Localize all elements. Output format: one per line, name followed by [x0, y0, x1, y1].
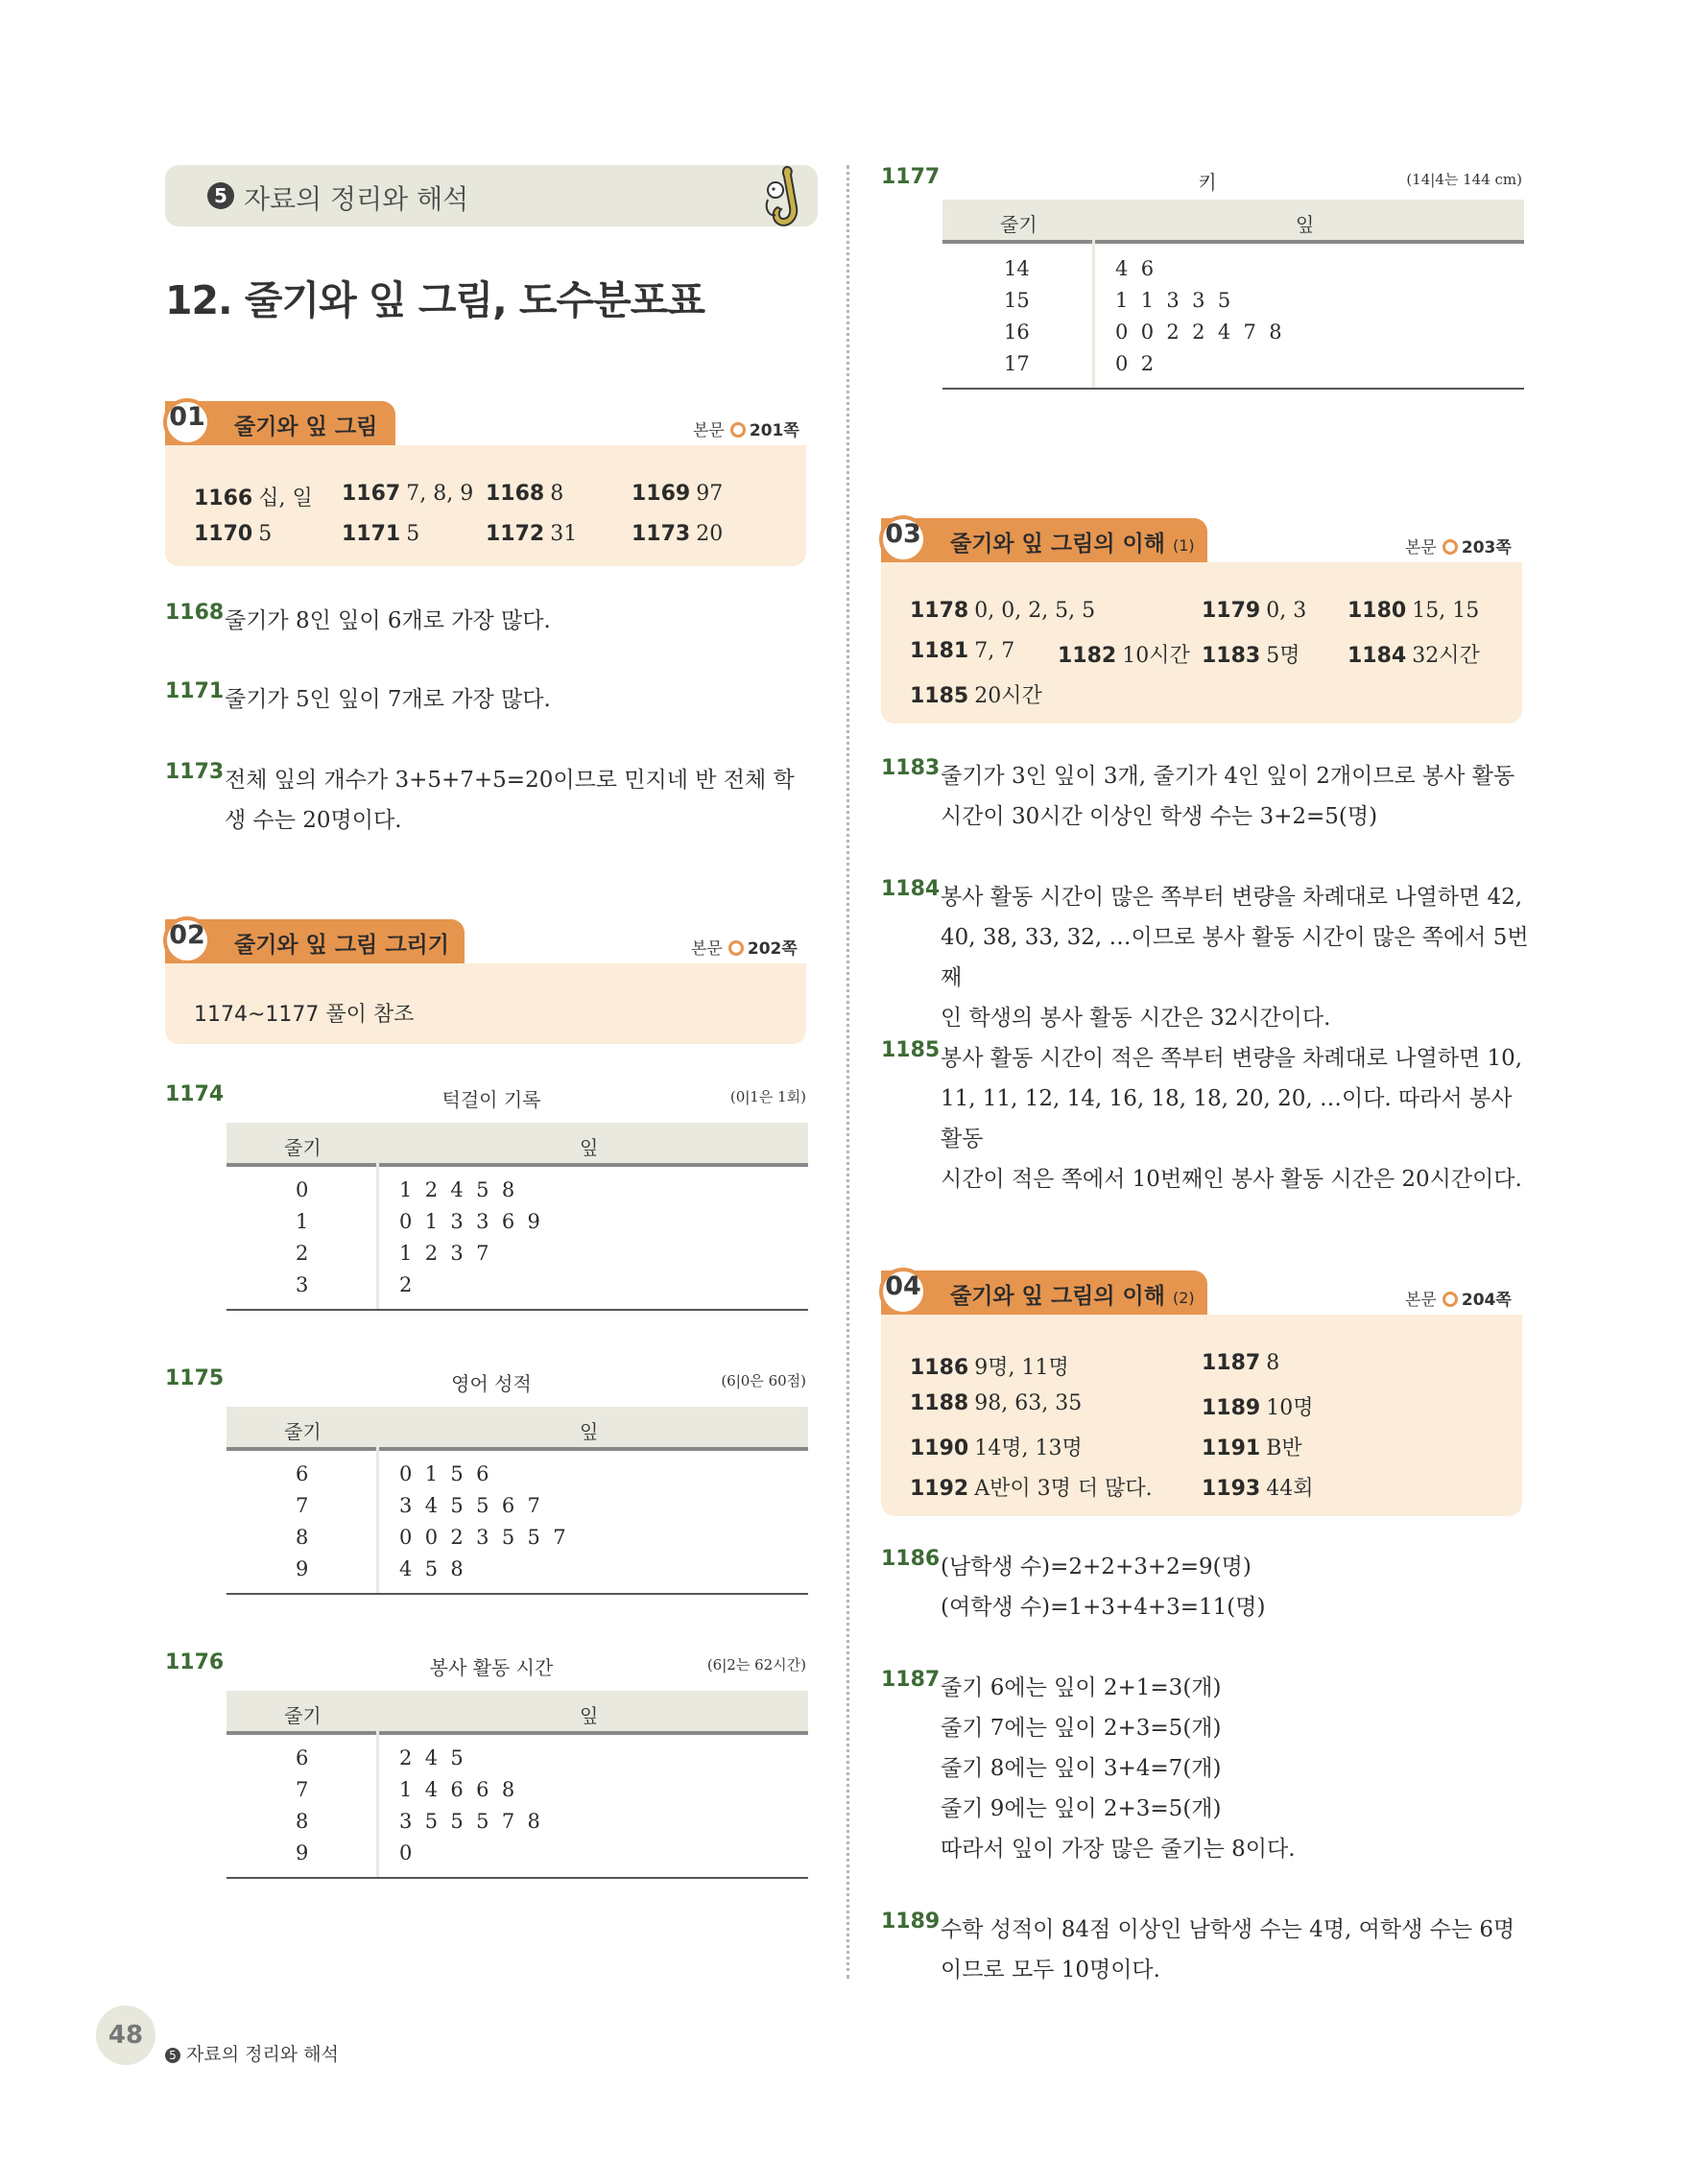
answer-item: 1188 98, 63, 35 [910, 1391, 1083, 1415]
table-key: (14|4는 144 cm) [1406, 171, 1522, 188]
footer-chapter [165, 2040, 339, 2066]
answer-item: 1179 0, 3 [1202, 599, 1307, 623]
section-01-title: 줄기와 잎 그림 [234, 415, 378, 439]
footer-chapter-title: 자료의 정리와 해석 [186, 2044, 339, 2065]
solution-1171: 1171 줄기가 5인 잎이 7개로 가장 많다. [165, 679, 551, 712]
table-header: 줄기 잎 [942, 200, 1524, 244]
table-key: (6|2는 62시간) [706, 1656, 806, 1674]
circle-bullet-icon [730, 422, 746, 438]
answer-item: 1190 14명, 13명 [910, 1436, 1083, 1460]
answer-item: 1180 15, 15 [1347, 599, 1480, 623]
answer-item: 1183 5명 [1202, 644, 1300, 668]
page-number: 48 [96, 2006, 155, 2065]
section-04-tab [881, 1270, 1207, 1315]
answers-02-box [165, 963, 806, 1044]
section-04-page-ref: 본문 204쪽 [1405, 1291, 1512, 1310]
stem-leaf-1175: 1175 영어 성적 (6|0은 60점) 줄기 잎 6 0 1 5 6 7 3 4 5 5 6 7 8 0 0 2 3 5 5 7 9 4 5 8 [165, 1366, 808, 1597]
section-02-tab [165, 919, 465, 963]
solution-1186: 1186 (남학생 수)=2+2+3+2=9(명) (여학생 수)=1+3+4+3=11(명) [881, 1547, 1266, 1620]
page-title: 12. 줄기와 잎 그림, 도수분포표 [165, 277, 704, 323]
circle-bullet-icon [1443, 1292, 1458, 1307]
section-03-number: 03 [879, 515, 927, 563]
answer-item: 1168 8 [486, 482, 564, 506]
answer-item: 1171 5 [342, 522, 420, 546]
table-divider [376, 1407, 379, 1595]
table-divider [376, 1691, 379, 1879]
stem-leaf-1176: 1176 봉사 활동 시간 (6|2는 62시간) 줄기 잎 6 2 4 5 7 1 4 6 6 8 8 3 5 5 5 7 8 9 0 [165, 1650, 808, 1881]
answer-item: 1172 31 [486, 522, 578, 546]
saxophone-mascot-icon [758, 161, 816, 234]
table-header: 줄기 잎 [227, 1691, 808, 1735]
section-01-number: 01 [163, 398, 211, 446]
answer-item: 1187 8 [1202, 1351, 1280, 1375]
circle-bullet-icon [728, 940, 744, 956]
section-01-page-ref [693, 416, 799, 440]
table-key: (6|0은 60점) [721, 1372, 806, 1389]
table-header: 줄기 잎 [227, 1123, 808, 1167]
chapter-banner [165, 165, 818, 226]
answer-item: 1193 44회 [1202, 1477, 1314, 1501]
table-bottom-rule [227, 1309, 808, 1311]
answer-item: 1170 5 [194, 522, 273, 546]
stem-leaf-1174: 1174 턱걸이 기록 (0|1은 1회) 줄기 잎 0 1 2 4 5 8 1 0 1 3 3 6 9 2 1 2 3 7 3 2 [165, 1082, 808, 1313]
section-03-page-ref: 본문 203쪽 [1405, 538, 1512, 558]
section-02-number: 02 [163, 916, 211, 964]
table-key: (0|1은 1회) [729, 1088, 806, 1105]
answers-03-box [881, 562, 1522, 724]
section-03-tab [881, 518, 1207, 562]
answer-item: 1166 십, 일 [194, 487, 313, 510]
table-title: 턱걸이 기록 [441, 1088, 541, 1111]
answer-item: 1169 97 [632, 482, 724, 506]
table-header: 줄기 잎 [227, 1407, 808, 1451]
section-02-page-ref: 본문 202쪽 [691, 939, 798, 959]
section-03-title: 줄기와 잎 그림의 이해 (1) [950, 532, 1195, 557]
table-divider [1092, 200, 1095, 388]
chapter-title: 자료의 정리와 해석 [244, 183, 469, 215]
answers-01-box [165, 445, 806, 566]
table-bottom-rule [227, 1593, 808, 1595]
answers-02-text: 1174~1177 풀이 참조 [194, 1003, 415, 1027]
answer-item: 1181 7, 7 [910, 639, 1015, 663]
table-bottom-rule [942, 388, 1524, 390]
answer-item: 1184 32시간 [1347, 644, 1480, 668]
answer-item: 1191 B반 [1202, 1436, 1302, 1460]
footer-chapter-badge: 5 [165, 2048, 180, 2063]
answer-item: 1186 9명, 11명 [910, 1356, 1069, 1380]
section-04-number: 04 [879, 1268, 927, 1316]
answers-04-box [881, 1315, 1522, 1516]
solution-1185: 1185 봉사 활동 시간이 적은 쪽부터 변량을 차례대로 나열하면 10, 11, 11, 12, 14, 16, 18, 18, 20, 20, …이다. 따라서 봉사 활동 시간이 적은 쪽에서 10번째인 봉사 활동 시간은 20시간이다. [881, 1038, 1523, 1192]
table-title: 키 [1198, 171, 1217, 194]
answer-item: 1167 7, 8, 9 [342, 482, 474, 506]
chapter-number-badge: 5 [207, 182, 234, 209]
solution-1189: 1189 수학 성적이 84점 이상인 남학생 수는 4명, 여학생 수는 6명 이므로 모두 10명이다. [881, 1910, 1515, 1982]
ref-page: 201쪽 [749, 421, 799, 440]
answer-item: 1192 A반이 3명 더 많다. [910, 1477, 1153, 1501]
solution-1168: 1168 줄기가 8인 잎이 6개로 가장 많다. [165, 601, 551, 633]
answer-item: 1178 0, 0, 2, 5, 5 [910, 599, 1096, 623]
solution-1183: 1183 줄기가 3인 잎이 3개, 줄기가 4인 잎이 2개이므로 봉사 활동 시간이 30시간 이상인 학생 수는 3+2=5(명) [881, 756, 1515, 829]
section-02-title: 줄기와 잎 그림 그리기 [234, 933, 449, 958]
answer-item: 1185 20시간 [910, 684, 1042, 708]
section-04-title: 줄기와 잎 그림의 이해 (2) [950, 1284, 1195, 1309]
column-divider [846, 165, 849, 1979]
answer-item: 1182 10시간 [1058, 644, 1190, 668]
table-title: 영어 성적 [451, 1372, 532, 1395]
circle-bullet-icon [1443, 539, 1458, 555]
solution-1173: 1173 전체 잎의 개수가 3+5+7+5=20이므로 민지네 반 전체 학 생 수는 20명이다. [165, 760, 795, 833]
solution-1184: 1184 봉사 활동 시간이 많은 쪽부터 변량을 차례대로 나열하면 42, 40, 38, 33, 32, …이므로 봉사 활동 시간이 많은 쪽에서 5번째 인 학생의 봉사 활동 시간은 32시간이다. [881, 877, 1529, 1031]
table-title: 봉사 활동 시간 [429, 1656, 554, 1679]
stem-leaf-1177: 1177 키 (14|4는 144 cm) 줄기 잎 14 4 6 15 1 1 3 3 5 16 0 0 2 2 4 7 8 17 0 2 [881, 165, 1524, 395]
answer-item: 1189 10명 [1202, 1396, 1314, 1420]
section-01-tab [165, 401, 395, 445]
table-bottom-rule [227, 1877, 808, 1879]
answer-item: 1173 20 [632, 522, 724, 546]
table-divider [376, 1123, 379, 1311]
ref-label: 본문 [693, 421, 725, 440]
solution-1187: 1187 줄기 6에는 잎이 2+1=3(개) 줄기 7에는 잎이 2+3=5(개) 줄기 8에는 잎이 3+4=7(개) 줄기 9에는 잎이 2+3=5(개) 따라서 잎이 가장 많은 줄기는 8이다. [881, 1668, 1296, 1862]
